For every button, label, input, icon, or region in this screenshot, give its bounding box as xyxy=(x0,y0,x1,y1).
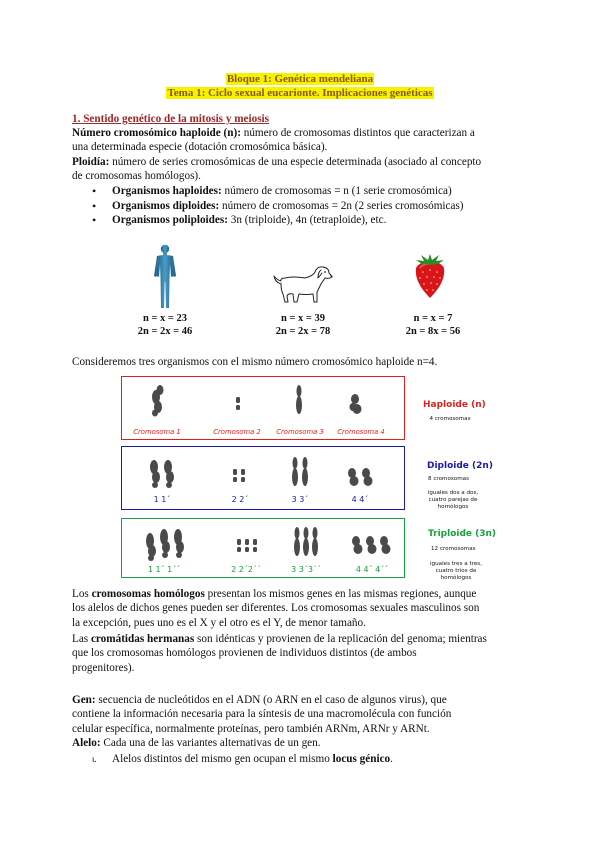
diploid-chromosomes xyxy=(122,447,404,493)
consider-text: Consideremos tres organismos con el mismo número cromosómico haploide n=4. xyxy=(72,356,438,368)
section-title: 1. Sentido genético de la mitosis y meiosis xyxy=(72,113,270,125)
triploid-count: 12 cromosomas xyxy=(431,546,476,552)
strawberry-icon xyxy=(412,252,448,300)
pair-label: 2 2´ xyxy=(231,495,249,504)
dog-icon xyxy=(271,264,335,306)
subpoint-marker: ι. xyxy=(92,754,97,764)
trio-label: 1 1´ 1´´ xyxy=(147,565,181,574)
haploid-box xyxy=(121,376,405,440)
gene-definition: Gen: secuencia de nucleótidos en el ADN (o ARN en el caso de algunos virus), que contiene la información necesaria para la síntesis de una macromolécula con función celular específica, normalmente proteínas, pero también ARNm, ARNr y ARNt. xyxy=(72,694,452,735)
chromosome-label: Cromosoma 1 xyxy=(133,428,181,436)
diploid-box xyxy=(121,446,405,510)
chromosome-label: Cromosoma 2 xyxy=(213,428,261,436)
pair-label: 3 3´ xyxy=(291,495,309,504)
homologous-paragraph: Los cromosomas homólogos presentan los mismos genes en las mismas regiones, aunque los alelos de dichos genes pueden ser diferentes. Los cromosomas sexuales masculinos son la excepción, pues uno es el X y el otro es el Y, de menor tamaño. xyxy=(72,588,480,629)
triploid-title: Triploide (3n) xyxy=(428,529,497,539)
subpoint-text: Alelos distintos del mismo gen ocupan el mismo locus génico. xyxy=(112,753,393,765)
ploidy-list xyxy=(92,184,532,228)
pair-label: 4 4´ xyxy=(351,495,369,504)
trio-label: 3 3´3´´ xyxy=(291,565,321,574)
chromosome-label: Cromosoma 4 xyxy=(337,428,385,436)
triploid-box xyxy=(121,518,405,578)
trio-label: 4 4´ 4´´ xyxy=(355,565,389,574)
haploid-definition: Número cromosómico haploide (n): número de cromosomas distintos que caracterizan a una determinada especie (dotación cromosómica básica). xyxy=(72,127,475,154)
diploid-description: iguales dos a dos, cuatro parejas de homólogos xyxy=(427,490,479,510)
list-item: • Organismos poliploides: 3n (triploide), 4n (tetraploide), etc. xyxy=(92,213,532,228)
haploid-chromosomes xyxy=(122,377,404,417)
block-title: Bloque 1: Genética mendeliana xyxy=(226,73,374,85)
triploid-chromosomes xyxy=(122,519,404,563)
human-chromosome-numbers: n = x = 23 2n = 2x = 46 xyxy=(137,313,193,337)
topic-title: Tema 1: Ciclo sexual eucarionte. Implicaciones genéticas xyxy=(167,87,433,99)
haploid-count: 4 cromosomas xyxy=(429,416,471,422)
haploid-title: Haploide (n) xyxy=(423,400,486,410)
trio-label: 2 2´2´´ xyxy=(231,565,261,574)
sister-chromatids-paragraph: Las cromátidas hermanas son idénticas y provienen de la replicación del genoma; mientras que los cromosomas homólogos provienen de individuos distintos (de ambos progenitores). xyxy=(72,633,487,674)
list-item: • Organismos diploides: número de cromosomas = 2n (2 series cromosómicas) xyxy=(92,199,532,214)
pair-label: 1 1´ xyxy=(153,495,171,504)
diploid-title: Diploide (2n) xyxy=(427,461,493,471)
dog-chromosome-numbers: n = x = 39 2n = 2x = 78 xyxy=(275,313,331,337)
strawberry-chromosome-numbers: n = x = 7 2n = 8x = 56 xyxy=(405,313,461,337)
diploid-count: 8 cromosomas xyxy=(428,476,470,482)
chromosome-label: Cromosoma 3 xyxy=(276,428,324,436)
allele-definition: Alelo: Cada una de las variantes alternativas de un gen. xyxy=(72,737,321,749)
list-item: • Organismos haploides: número de cromosomas = n (1 serie cromosómica) xyxy=(92,184,532,199)
triploid-description: iguales tres a tres, cuatro tríos de homólogos xyxy=(430,561,482,581)
ploidy-definition: Ploidía: número de series cromosómicas de una especie determinada (asociado al concepto de cromosomas homólogos). xyxy=(72,156,482,183)
human-icon xyxy=(149,244,181,310)
